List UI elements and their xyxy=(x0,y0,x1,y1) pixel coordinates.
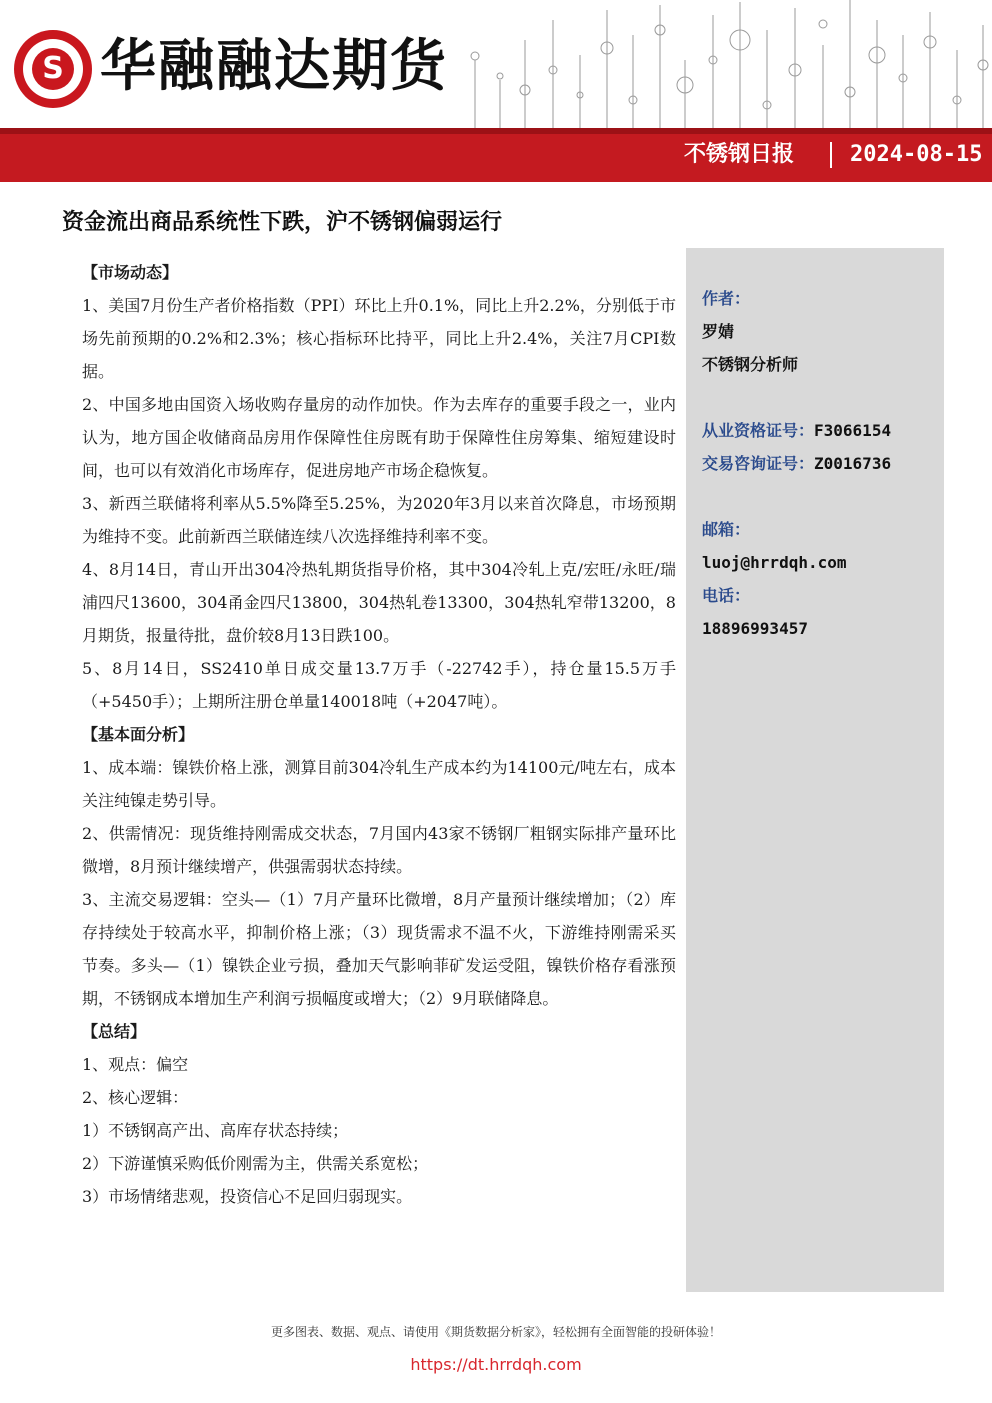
summary-item-4: 2）下游谨慎采购低价刚需为主，供需关系宽松； xyxy=(82,1154,429,1173)
footer-promo-text: 更多图表、数据、观点、请使用《期货数据分析家》，轻松拥有全面智能的投研体验！ xyxy=(270,1325,721,1339)
author-sidebar xyxy=(686,248,944,1292)
company-name: 华融融达期货 xyxy=(100,34,448,99)
fundamentals-item-2: 2、供需情况：现货维持刚需成交状态，7月国内43家不锈钢厂粗钢实际排产量环比微增，8月预计继续增产，供强需弱状态持续。 xyxy=(82,824,676,876)
phone-number: 18896993457 xyxy=(702,619,808,638)
author-label: 作者： xyxy=(702,289,751,308)
footer-link[interactable]: https://dt.hrrdqh.com xyxy=(410,1355,582,1374)
qualification-row xyxy=(702,414,938,447)
fundamentals-item-3: 3、主流交易逻辑：空头—（1）7月产量环比微增，8月产量预计继续增加；（2）库存持续处于较高水平，抑制价格上涨；（3）现货需求不温不火，下游维持刚需采买节奏。多头—（1）镍铁企业亏损，叠加天气影响菲矿发运受阻，镍铁价格存看涨预期，不锈钢成本增加生产利润亏损幅度或增大；（2）9月联储降息。 xyxy=(82,890,676,1008)
summary-item-1: 1、观点：偏空 xyxy=(82,1055,189,1074)
market-item-3: 3、新西兰联储将利率从5.5%降至5.25%，为2020年3月以来首次降息，市场预期为维持不变。此前新西兰联储连续八次选择维持利率不变。 xyxy=(82,494,676,546)
summary-item-2: 2、核心逻辑： xyxy=(82,1088,189,1107)
report-headline: 资金流出商品系统性下跌，沪不锈钢偏弱运行 xyxy=(62,210,503,235)
phone-label: 电话： xyxy=(702,586,751,605)
summary-item-5: 3）市场情绪悲观，投资信心不足回归弱现实。 xyxy=(82,1187,413,1206)
section-heading-summary: 【总结】 xyxy=(82,1022,147,1041)
consulting-label: 交易咨询证号： xyxy=(702,454,815,473)
email-address[interactable]: luoj@hrrdqh.com xyxy=(702,553,847,572)
decorative-lines-graphic xyxy=(455,0,992,128)
fundamentals-item-1: 1、成本端：镍铁价格上涨，测算目前304冷轧生产成本约为14100元/吨左右，成本关注纯镍走势引导。 xyxy=(82,758,676,810)
report-type: 不锈钢日报 xyxy=(683,142,794,167)
email-label: 邮箱： xyxy=(702,520,751,539)
report-title-band xyxy=(0,128,992,182)
section-heading-fundamentals: 【基本面分析】 xyxy=(82,725,195,744)
market-item-1: 1、美国7月份生产者价格指数（PPI）环比上升0.1%，同比上升2.2%，分别低于市场先前预期的0.2%和2.3%；核心指标环比持平，同比上升2.4%，关注7月CPI数据。 xyxy=(82,296,676,381)
market-item-5: 5、8月14日，SS2410单日成交量13.7万手（-22742手），持仓量15.5万手（+5450手）；上期所注册仓单量140018吨（+2047吨）。 xyxy=(82,659,676,711)
author-title: 不锈钢分析师 xyxy=(702,355,799,374)
report-body xyxy=(82,256,676,1213)
qualification-number: F3066154 xyxy=(814,421,892,440)
consulting-number: Z0016736 xyxy=(814,454,892,473)
summary-item-3: 1）不锈钢高产出、高库存状态持续； xyxy=(82,1121,349,1140)
market-item-4: 4、8月14日，青山开出304冷热轧期货指导价格，其中304冷轧上克/宏旺/永旺/瑞浦四尺13600，304甬金四尺13800，304热轧卷13300，304热轧窄带13200，8月期货，报量待批，盘价较8月13日跌100。 xyxy=(82,560,676,645)
market-item-2: 2、中国多地由国资入场收购存量房的动作加快。作为去库存的重要手段之一，业内认为，地方国企收储商品房用作保障性住房既有助于保障性住房筹集、缩短建设时间，也可以有效消化市场库存，促进房地产市场企稳恢复。 xyxy=(82,395,676,480)
report-header xyxy=(0,0,992,182)
consulting-row xyxy=(702,447,938,480)
company-logo-icon: S xyxy=(14,30,92,108)
title-divider xyxy=(830,142,832,168)
section-heading-market: 【市场动态】 xyxy=(82,263,179,282)
report-date: 2024-08-15 xyxy=(850,142,983,167)
qualification-label: 从业资格证号： xyxy=(702,421,815,440)
author-name: 罗婧 xyxy=(702,322,735,341)
